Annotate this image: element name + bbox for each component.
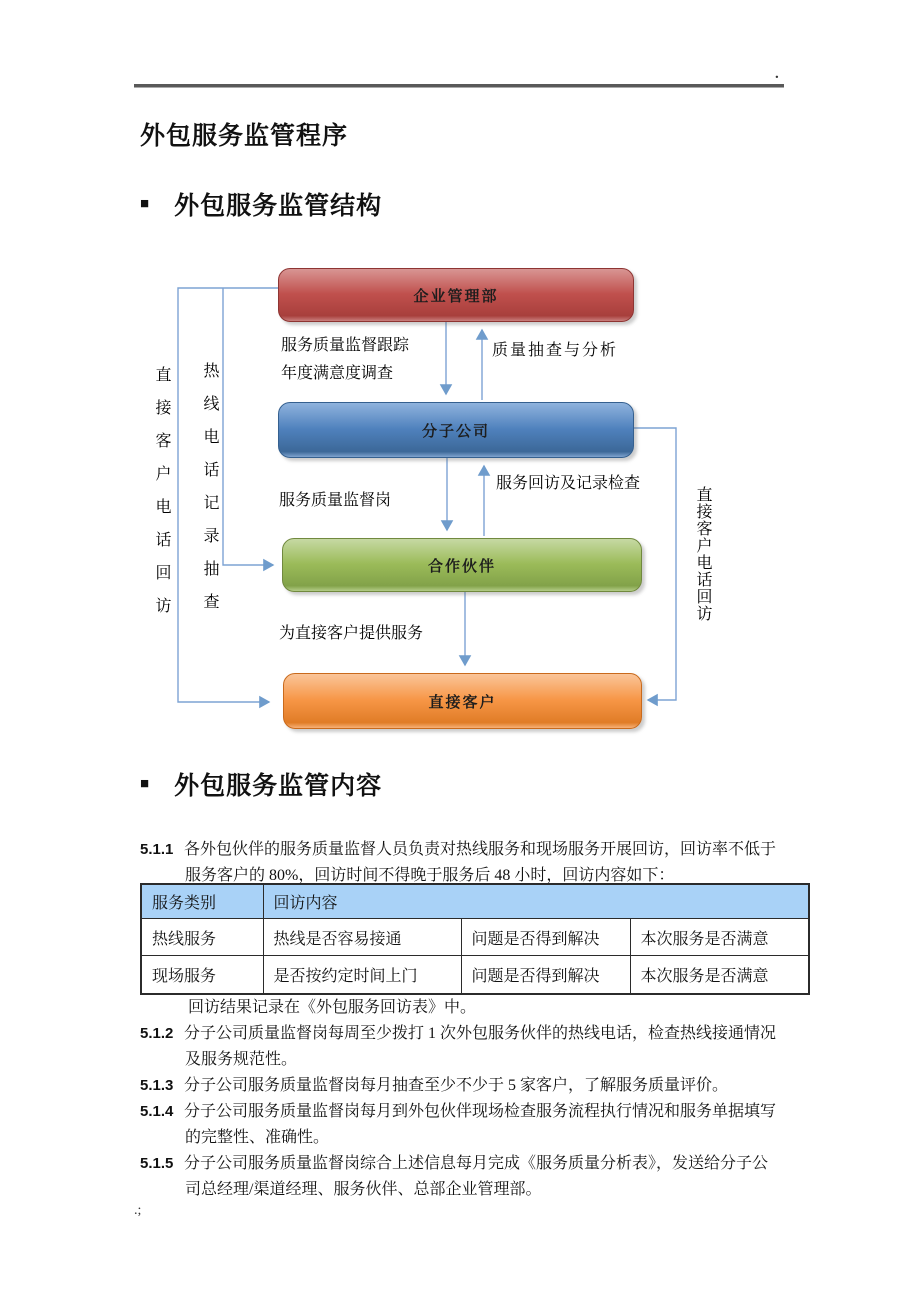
paragraph-5-1-3-line1 [140, 1072, 728, 1095]
node-direct-customer [283, 673, 642, 729]
paragraph-text: 分子公司服务质量监督岗每月到外包伙伴现场检查服务流程执行情况和服务单据填写 [184, 1103, 777, 1120]
vertical-label-left-customer-callback: 直接客户电话回访 [153, 366, 170, 630]
table-row [141, 919, 809, 956]
section-heading-text: 外包服务监管结构 [174, 193, 383, 220]
table-cell: 热线服务 [141, 919, 263, 956]
table-header-service-type: 服务类别 [141, 884, 263, 919]
edge-label-provide-service: 为直接客户提供服务 [279, 625, 424, 642]
table-cell: 热线是否容易接通 [263, 919, 461, 956]
vertical-label-hotline-record-check: 热线电话记录抽查 [201, 362, 218, 626]
table-header-visit-content: 回访内容 [263, 884, 809, 919]
paragraph-5-1-1-line2: 服务客户的 80%，回访时间不得晚于服务后 48 小时，回访内容如下： [185, 867, 675, 884]
paragraph-text: 分子公司服务质量监督岗综合上述信息每月完成《服务质量分析表》，发送给分子公 [184, 1155, 769, 1172]
paragraph-5-1-5-line1 [140, 1150, 768, 1173]
table-cell: 问题是否得到解决 [461, 956, 630, 995]
paragraph-number: 5.1.2 [140, 1025, 174, 1042]
stray-mark: .; [134, 1203, 142, 1218]
corner-mark: . [775, 66, 779, 82]
paragraph-number: 5.1.1 [140, 841, 174, 858]
node-subsidiary-company [278, 402, 634, 458]
node-partner [282, 538, 642, 592]
node-label: 企业管理部 [413, 288, 499, 305]
node-enterprise-management [278, 268, 634, 322]
paragraph-5-1-1-line1 [140, 836, 776, 859]
node-label: 合作伙伴 [427, 558, 496, 575]
connector-left-outer [178, 288, 278, 702]
paragraph-number: 5.1.3 [140, 1077, 174, 1094]
paragraph-text: 分子公司服务质量监督岗每月抽查至少不少于 5 家客户，了解服务质量评价。 [184, 1077, 729, 1094]
table-cell: 本次服务是否满意 [630, 956, 809, 995]
section-bullet-icon: ■ [140, 196, 150, 212]
table-cell: 现场服务 [141, 956, 263, 995]
paragraph-text: 分子公司质量监督岗每周至少拨打 1 次外包服务伙伴的热线电话，检查热线接通情况 [184, 1025, 777, 1042]
table-header-row [141, 884, 809, 919]
edge-label-quality-tracking: 服务质量监督跟踪 [281, 337, 410, 354]
paragraph-5-1-2-line1 [140, 1020, 776, 1043]
paragraph-text: 各外包伙伴的服务质量监督人员负责对热线服务和现场服务开展回访，回访率不低于 [184, 841, 777, 858]
table-note: 回访结果记录在《外包服务回访表》中。 [188, 999, 477, 1016]
page-title: 外包服务监管程序 [140, 123, 349, 150]
table-row [141, 956, 809, 995]
edge-label-annual-survey: 年度满意度调查 [281, 365, 394, 382]
connector-left-inner [223, 288, 273, 565]
paragraph-number: 5.1.5 [140, 1155, 174, 1172]
edge-label-visit-record-check: 服务回访及记录检查 [496, 475, 641, 492]
review-table [140, 883, 810, 995]
paragraph-5-1-4-line2: 的完整性、准确性。 [185, 1129, 330, 1146]
table-cell: 问题是否得到解决 [461, 919, 630, 956]
table-cell: 是否按约定时间上门 [263, 956, 461, 995]
paragraph-5-1-4-line1 [140, 1098, 776, 1121]
node-label: 直接客户 [428, 694, 497, 711]
table-cell: 本次服务是否满意 [630, 919, 809, 956]
paragraph-5-1-2-line2: 及服务规范性。 [185, 1051, 298, 1068]
paragraph-5-1-5-line2: 司总经理/渠道经理、服务伙伴、总部企业管理部。 [185, 1181, 542, 1198]
section-bullet-icon: ■ [140, 776, 150, 792]
vertical-label-right-customer-callback: 直接客户电话回访 [694, 486, 711, 622]
node-label: 分子公司 [421, 423, 490, 440]
section-heading-content [140, 766, 382, 802]
paragraph-number: 5.1.4 [140, 1103, 174, 1120]
edge-label-quality-check: 质量抽查与分析 [492, 342, 619, 359]
section-heading-text: 外包服务监管内容 [174, 773, 383, 800]
edge-label-supervision-post: 服务质量监督岗 [279, 492, 392, 509]
